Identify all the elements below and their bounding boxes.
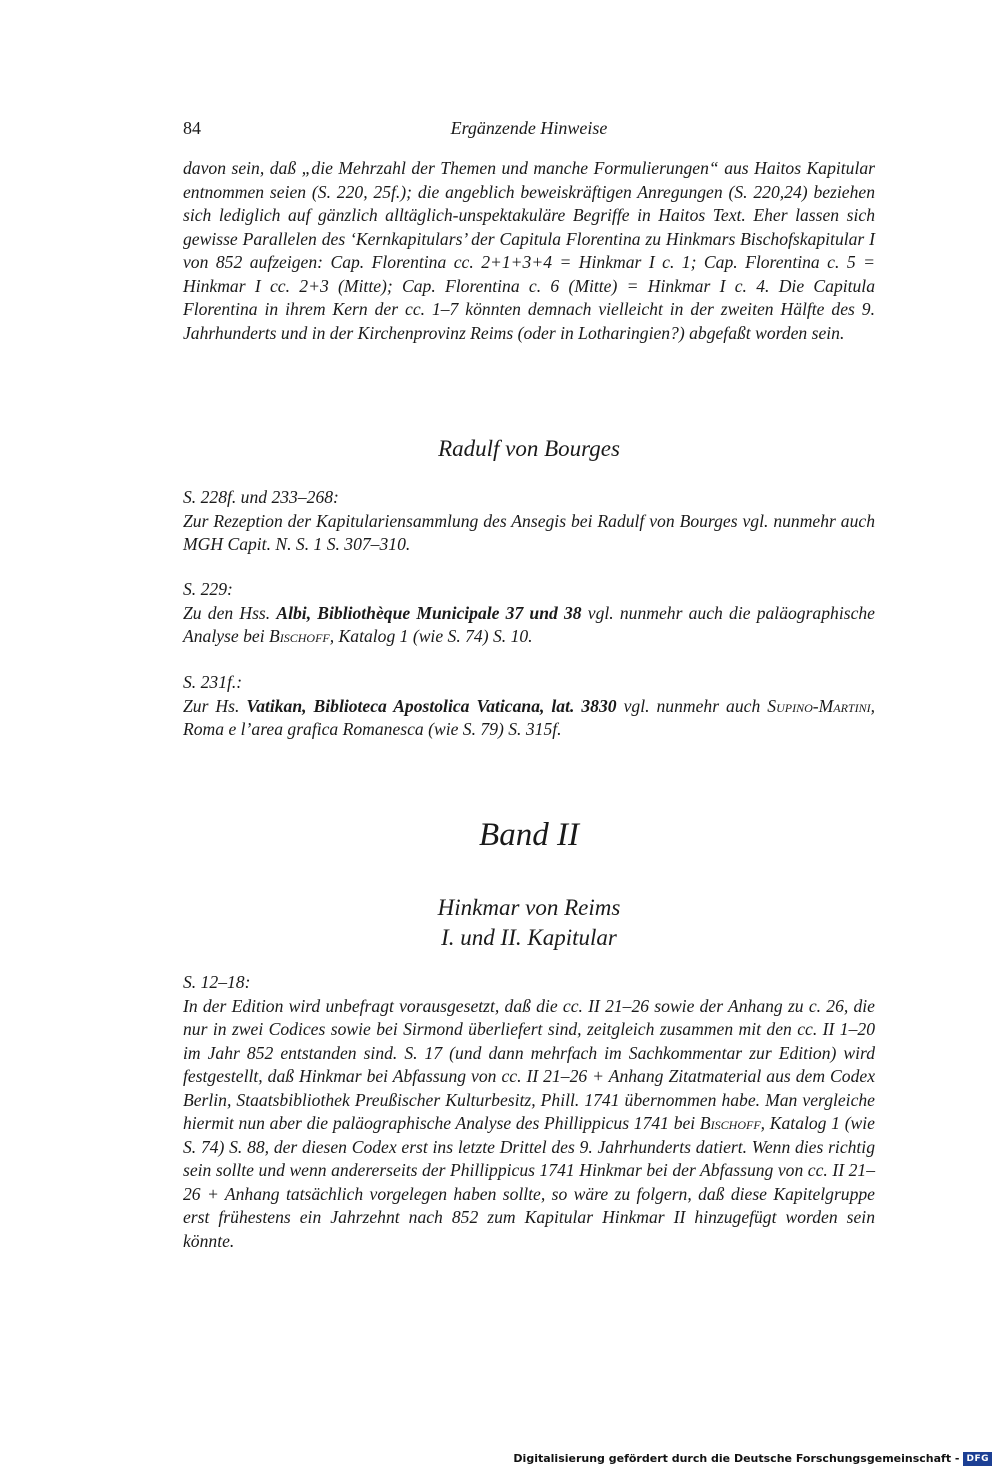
volume-heading: Band II [479,817,579,853]
entry-text [183,695,875,742]
manuscript-name: Vatikan, Biblioteca Apostolica Vaticana, lat. 3830 [246,695,617,716]
entry-text-pre: In der Edition wird unbefragt vorausgesetzt, daß die cc. II 21–26 sowie der Anhang zu c. 26, die nur in zwei Codices sowie bei Sirmond überliefert sind, zeitgleich zusammen mit den cc. II 1–20 im Jahr 852 entstanden sind. S. 17 (und dann mehrfach im Sachkommentar zur Edition) wird festgestellt, daß Hinkmar bei Abfassung von cc. II 21–26 + Anhang Zitatmaterial aus dem Codex Berlin, Staatsbibliothek Preußischer Kulturbesitz, Phill. 1741 übernommen habe. Man vergleiche hiermit nun aber die paläographische Analyse des Phillippicus 1741 bei [183,995,875,1133]
entry-reference: S. 12–18: [183,972,251,992]
entry-reference: S. 228f. und 233–268: [183,487,339,507]
entry-reference: S. 231f.: [183,672,243,692]
section-heading-hinkmar [183,893,875,953]
radulf-entry-2 [183,578,875,649]
entry-text [183,602,875,649]
author-name: Bischoff [269,626,330,646]
digitization-footer [513,1451,992,1467]
section-heading-radulf: Radulf von Bourges [438,436,620,461]
entry-reference: S. 229: [183,579,233,599]
radulf-entry-3 [183,671,875,742]
author-name: Supino-Martini [767,695,871,716]
entry-text-mid: vgl. nunmehr auch [623,695,761,716]
entry-text: Zur Rezeption der Kapitulariensammlung des Ansegis bei Radulf von Bourges vgl. nunmehr auch MGH Capit. N. S. 1 S. 307–310. [183,510,875,554]
hinkmar-entry [183,971,875,1253]
manuscript-name: Albi, Bibliothèque Municipale 37 und 38 [276,602,582,623]
intro-paragraph-block [183,157,875,345]
running-head [183,116,875,140]
dfg-logo: DFG [963,1452,992,1466]
entry-text-mid: vgl. nunmehr auch die paläographische Analyse bei [183,602,875,646]
entry-text-pre: Zu den Hss. [183,602,271,623]
author-name: Bischoff [699,1113,761,1133]
section-heading-line-1: Hinkmar von Reims [437,895,621,920]
entry-text-post: , Katalog 1 (wie S. 74) S. 10. [329,626,533,646]
entry-text-pre: Zur Hs. [183,695,240,716]
running-title: Ergänzende Hinweise [450,118,608,138]
footer-text: Digitalisierung gefördert durch die Deutsche Forschungsgemeinschaft - [513,1452,960,1465]
entry-text-post: , Katalog 1 (wie S. 74) S. 88, der diesen Codex erst ins letzte Drittel des 9. Jahrhunderts datiert. Wenn dies richtig sein sollte und wenn andererseits der Phillippicus 1741 Hinkmar bei der Abfassung von cc. II 21–26 + Anhang tatsächlich vorgelegen haben sollte, so wäre zu folgern, daß diese Kapitelgruppe erst frühestens ein Jahrzehnt nach 852 zum Kapitular Hinkmar II hinzugefügt worden sein könnte. [183,1113,875,1251]
entry-text [183,995,875,1254]
page-number: 84 [183,118,201,138]
section-heading-line-2: I. und II. Kapitular [441,925,617,950]
intro-paragraph: davon sein, daß „die Mehrzahl der Themen und manche Formulierungen“ aus Haitos Kapitular entnommen seien (S. 220, 25f.); die angeblich beweiskräftigen Anregungen (S. 220,24) beziehen sich lediglich auf gänzlich alltäglich-unspektakuläre Begriffe in Haitos Text. Eher lassen sich gewisse Parallelen des ‘Kernkapitulars’ der Capitula Florentina zu Hinkmars Bischofskapitular I von 852 aufzeigen: Cap. Florentina cc. 2+1+3+4 = Hinkmar I c. 1; Cap. Florentina c. 5 = Hinkmar I cc. 2+3 (Mitte); Cap. Florentina c. 6 (Mitte) = Hinkmar I c. 4. Die Capitula Florentina in ihrem Kern der cc. 1–7 könnten demnach vielleicht in der zweiten Hälfte des 9. Jahrhunderts und in der Kirchenprovinz Reims (oder in Lotharingien?) abgefaßt worden sein. [183,158,875,343]
radulf-entry-1 [183,486,875,557]
entry-text-post: , Roma e l’area grafica Romanesca (wie S. 79) S. 315f. [183,695,875,739]
